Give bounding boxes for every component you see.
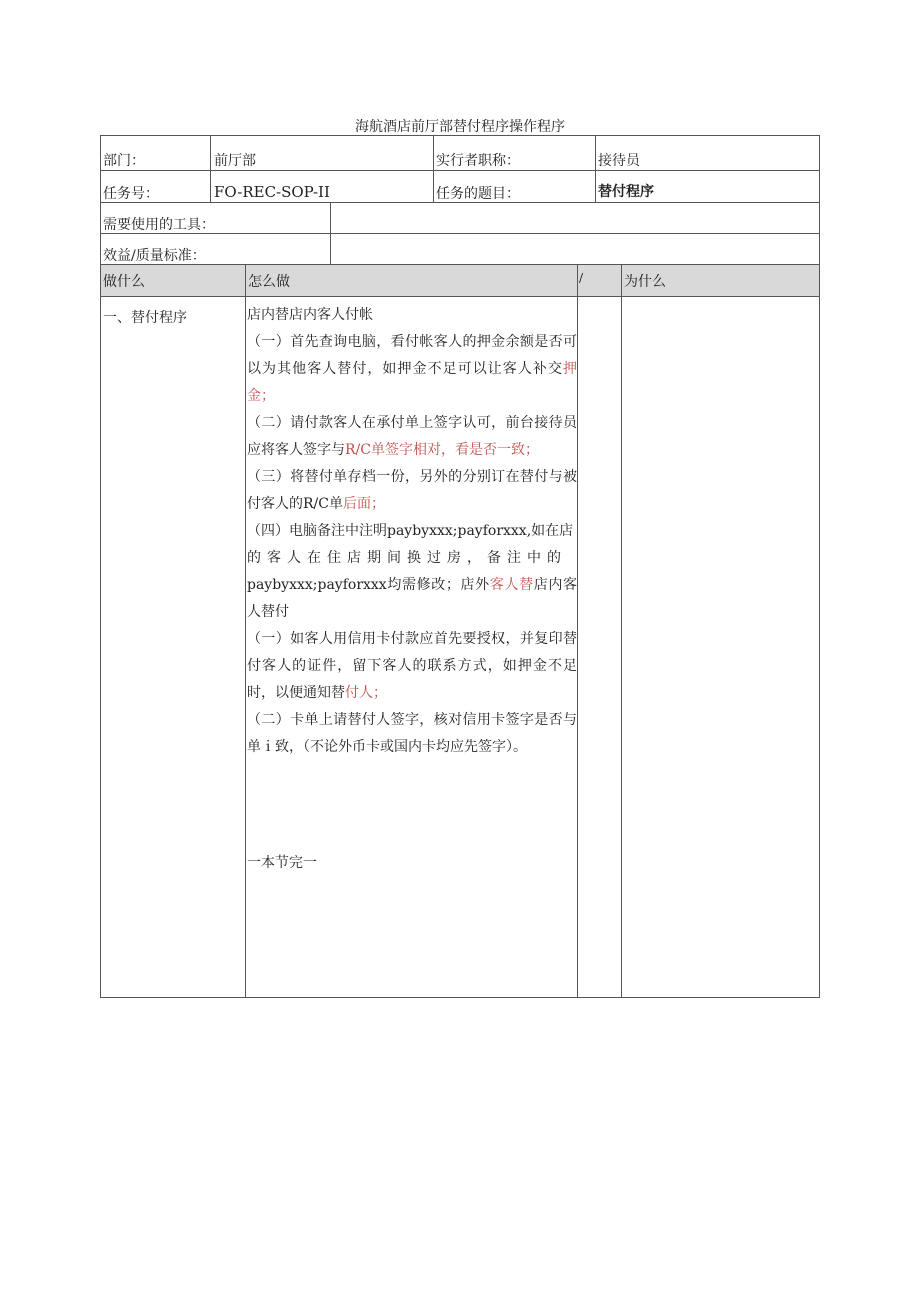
quality-label: 效益/质量标准： (103, 248, 206, 264)
task-no-value: FO-REC-SOP-II (214, 183, 330, 201)
column-what: 做什么 (103, 274, 145, 290)
table-border (100, 135, 820, 136)
section-title: 店内替店内客人付帐 (247, 307, 373, 323)
executor-label: 实行者职称： (436, 153, 520, 169)
instruction-paragraph: （一）首先查询电脑，看付帐客人的押金余额是否可以为其他客人替付，如押金不足可以让客人补交押金； (247, 334, 577, 404)
task-title-label: 任务的题目： (436, 186, 520, 202)
step-how (247, 302, 577, 761)
column-check: / (579, 271, 584, 285)
column-header-background (100, 265, 819, 296)
document-title: 海航酒店前厅部替付程序操作程序 (355, 119, 565, 135)
executor-value: 接待员 (598, 153, 640, 169)
column-why: 为什么 (624, 274, 666, 290)
instruction-paragraph: （一）如客人用信用卡付款应首先要授权，并复印替付客人的证件，留下客人的联系方式，如押金不足时，以便通知替付人； (247, 631, 577, 701)
instruction-paragraph: （二）卡单上请替付人签字，核对信用卡签字是否与单ｉ致，（不论外币卡或国内卡均应先签字）。 (247, 712, 577, 755)
column-how: 怎么做 (248, 274, 290, 290)
instruction-paragraph: （二）请付款客人在承付单上签字认可，前台接待员应将客人签字与R/C单签字相对，看是否一致； (247, 415, 577, 458)
dept-label: 部门： (103, 153, 145, 169)
instruction-paragraph: 的客人在住店期间换过房，备注中的 (247, 550, 567, 566)
task-no-label: 任务号： (103, 186, 159, 202)
instruction-paragraph: paybyxxx;payforxxx均需修改；店外客人替店内客人替付 (247, 577, 578, 620)
step-what: 一、替付程序 (103, 310, 187, 326)
instruction-paragraph: （四）电脑备注中注明paybyxxx;payforxxx,如在店 (247, 523, 574, 539)
tools-label: 需要使用的工具： (103, 217, 215, 233)
task-title-value: 替付程序 (598, 184, 654, 200)
dept-value: 前厅部 (214, 153, 256, 169)
instruction-paragraph: （三）将替付单存档一份，另外的分别订在替付与被付客人的R/C单后面； (247, 469, 577, 512)
section-end-mark: 一本节完一 (247, 855, 317, 871)
